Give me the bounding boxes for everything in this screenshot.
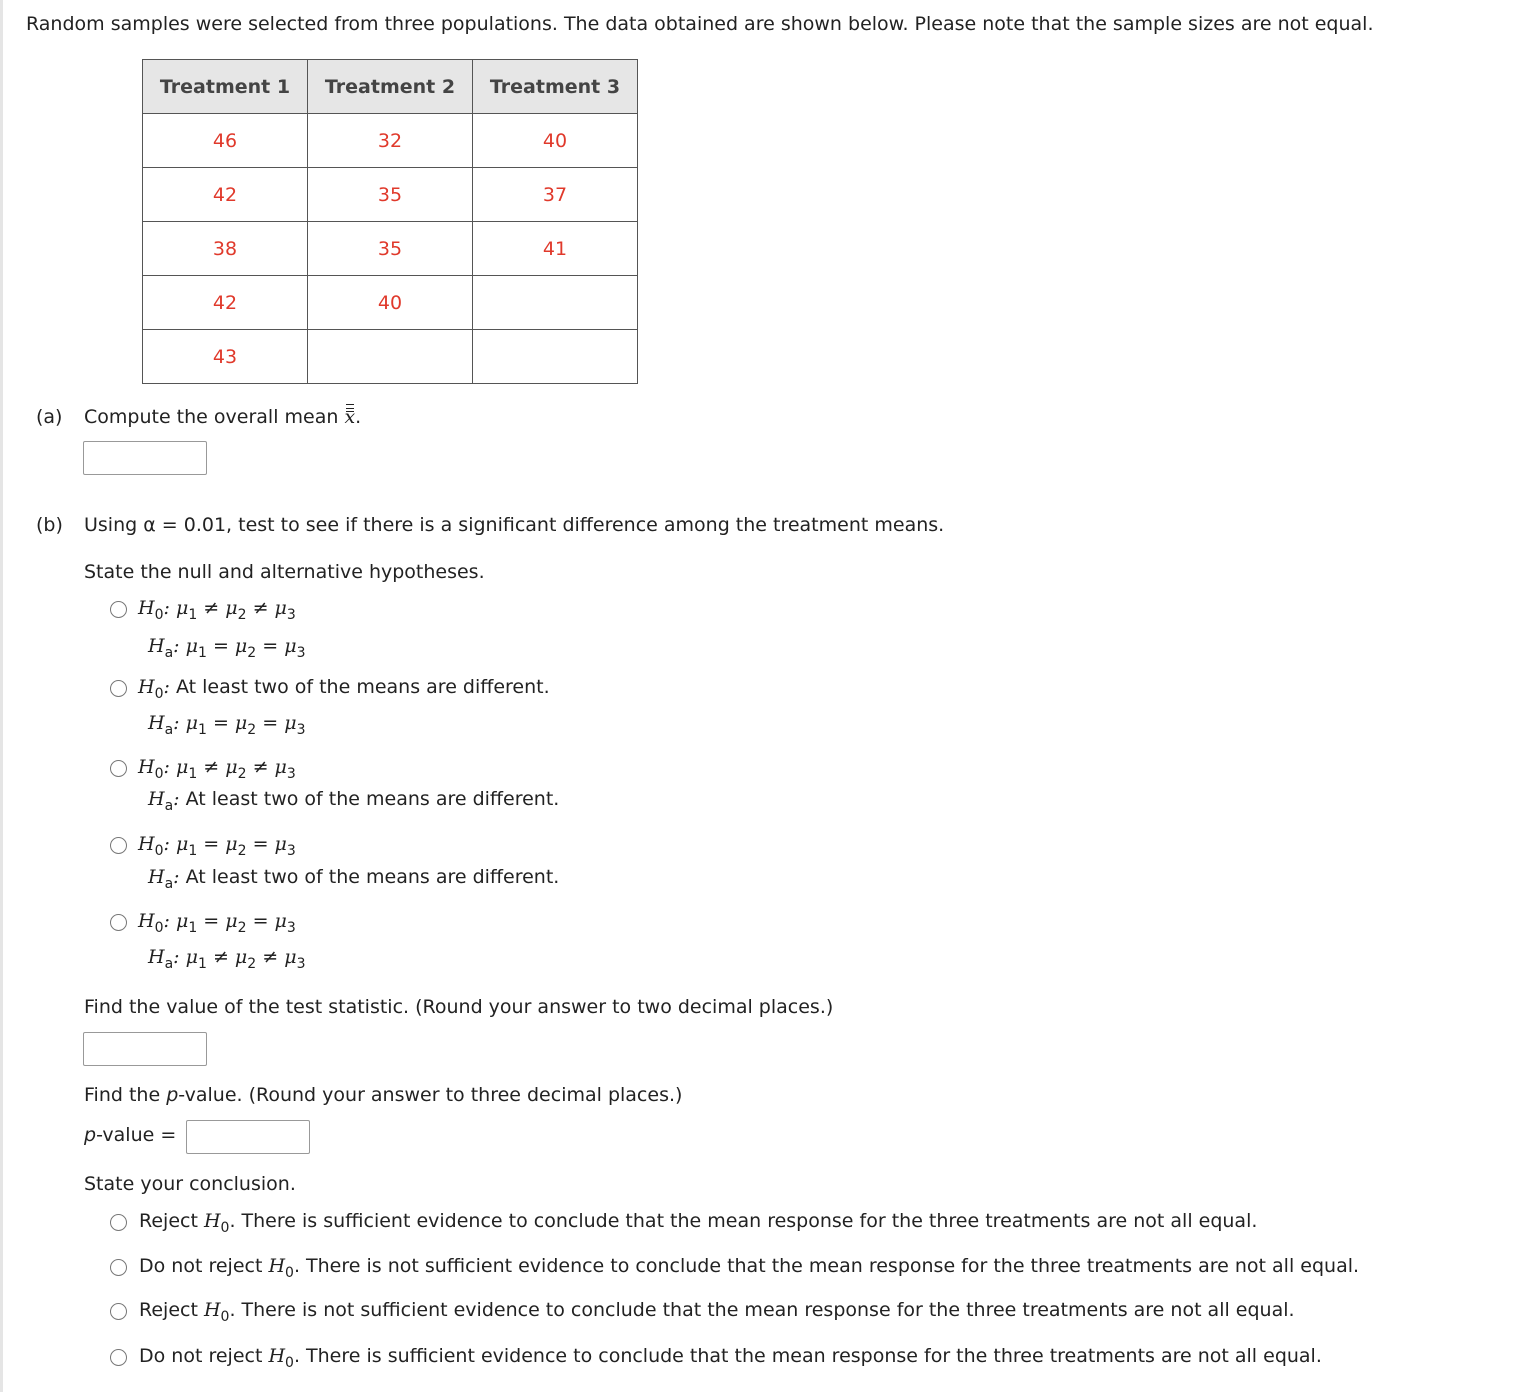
part-b-label: (b) [36, 514, 63, 536]
table-row [143, 330, 638, 384]
part-a-label: (a) [36, 406, 63, 428]
hypothesis-option-1-ha: $H_a$: $\mu_1 = \mu_2 = \mu_3$ [148, 635, 306, 661]
table-cell: 41 [473, 222, 638, 276]
table-cell: 42 [143, 168, 308, 222]
conclusion-option-1-radio[interactable] [110, 1214, 127, 1231]
hypothesis-option-5-radio[interactable] [110, 914, 127, 931]
conclusion-option-1-text: Reject $H_0$. There is sufficient evidence to conclude that the mean response for the three treatments are not all equal. [139, 1210, 1258, 1236]
hypotheses-prompt: State the null and alternative hypotheses. [84, 561, 485, 583]
table-row [143, 114, 638, 168]
header-treatment-2: Treatment 2 [308, 60, 473, 114]
left-border [0, 0, 3, 1392]
overall-mean-input[interactable] [83, 441, 207, 475]
hypothesis-option-1-h0: $H_0$: $\mu_1 \ne \mu_2 \ne \mu_3$ [138, 597, 296, 623]
table-cell: 46 [143, 114, 308, 168]
conclusion-option-3-radio[interactable] [110, 1303, 127, 1320]
part-b-question [36, 514, 944, 536]
conclusion-option-2-radio[interactable] [110, 1259, 127, 1276]
hypothesis-option-3-radio[interactable] [110, 760, 127, 777]
table-cell: 40 [308, 276, 473, 330]
table-row [143, 168, 638, 222]
table-cell: 35 [308, 222, 473, 276]
table-cell: 35 [308, 168, 473, 222]
conclusion-option-4-radio[interactable] [110, 1349, 127, 1366]
test-statistic-prompt: Find the value of the test statistic. (Round your answer to two decimal places.) [84, 996, 834, 1018]
hypothesis-option-4-radio[interactable] [110, 837, 127, 854]
hypothesis-option-3-ha: $H_a$: At least two of the means are different. [148, 788, 560, 814]
conclusion-option-2-text: Do not reject $H_0$. There is not sufficient evidence to conclude that the mean response for the three treatments are not all equal. [139, 1255, 1360, 1281]
p-value-prompt: Find the p-value. (Round your answer to three decimal places.) [84, 1084, 683, 1106]
part-a-text: Compute the overall mean [84, 406, 345, 428]
test-statistic-input[interactable] [83, 1032, 207, 1066]
hypothesis-option-4-ha: $H_a$: At least two of the means are different. [148, 866, 560, 892]
hypothesis-option-5-ha: $H_a$: $\mu_1 \ne \mu_2 \ne \mu_3$ [148, 946, 306, 972]
part-b-text: Using α = 0.01, test to see if there is a significant difference among the treatment means. [84, 514, 945, 536]
part-a-question: (a) Compute the overall mean x. [36, 406, 362, 428]
p-value-label: p-value = [84, 1124, 177, 1146]
conclusion-option-4-text: Do not reject $H_0$. There is sufficient evidence to conclude that the mean response for the three treatments are not all equal. [139, 1345, 1322, 1371]
p-value-input[interactable] [186, 1120, 310, 1154]
table-cell [473, 276, 638, 330]
hypothesis-option-2-radio[interactable] [110, 680, 127, 697]
table-cell: 32 [308, 114, 473, 168]
table-cell: 38 [143, 222, 308, 276]
table-cell [308, 330, 473, 384]
hypothesis-option-3-h0: $H_0$: $\mu_1 \ne \mu_2 \ne \mu_3$ [138, 756, 296, 782]
data-table [142, 59, 638, 384]
table-cell: 37 [473, 168, 638, 222]
hypothesis-option-2-ha: $H_a$: $\mu_1 = \mu_2 = \mu_3$ [148, 712, 306, 738]
header-treatment-3: Treatment 3 [473, 60, 638, 114]
table-cell: 43 [143, 330, 308, 384]
table-header-row [143, 60, 638, 114]
table-cell: 40 [473, 114, 638, 168]
hypothesis-option-5-h0: $H_0$: $\mu_1 = \mu_2 = \mu_3$ [138, 910, 296, 936]
table-cell: 42 [143, 276, 308, 330]
table-cell [473, 330, 638, 384]
conclusion-prompt: State your conclusion. [84, 1173, 296, 1195]
hypothesis-option-4-h0: $H_0$: $\mu_1 = \mu_2 = \mu_3$ [138, 833, 296, 859]
x-double-bar-symbol: x [344, 406, 356, 428]
hypothesis-option-2-h0: $H_0$: At least two of the means are different. [138, 676, 550, 702]
hypothesis-option-1-radio[interactable] [110, 601, 127, 618]
intro-text: Random samples were selected from three populations. The data obtained are shown below. Please note that the sample sizes are not equal. [26, 13, 1374, 35]
header-treatment-1: Treatment 1 [143, 60, 308, 114]
table-row [143, 276, 638, 330]
table-row [143, 222, 638, 276]
conclusion-option-3-text: Reject $H_0$. There is not sufficient evidence to conclude that the mean response for the three treatments are not all equal. [139, 1299, 1295, 1325]
